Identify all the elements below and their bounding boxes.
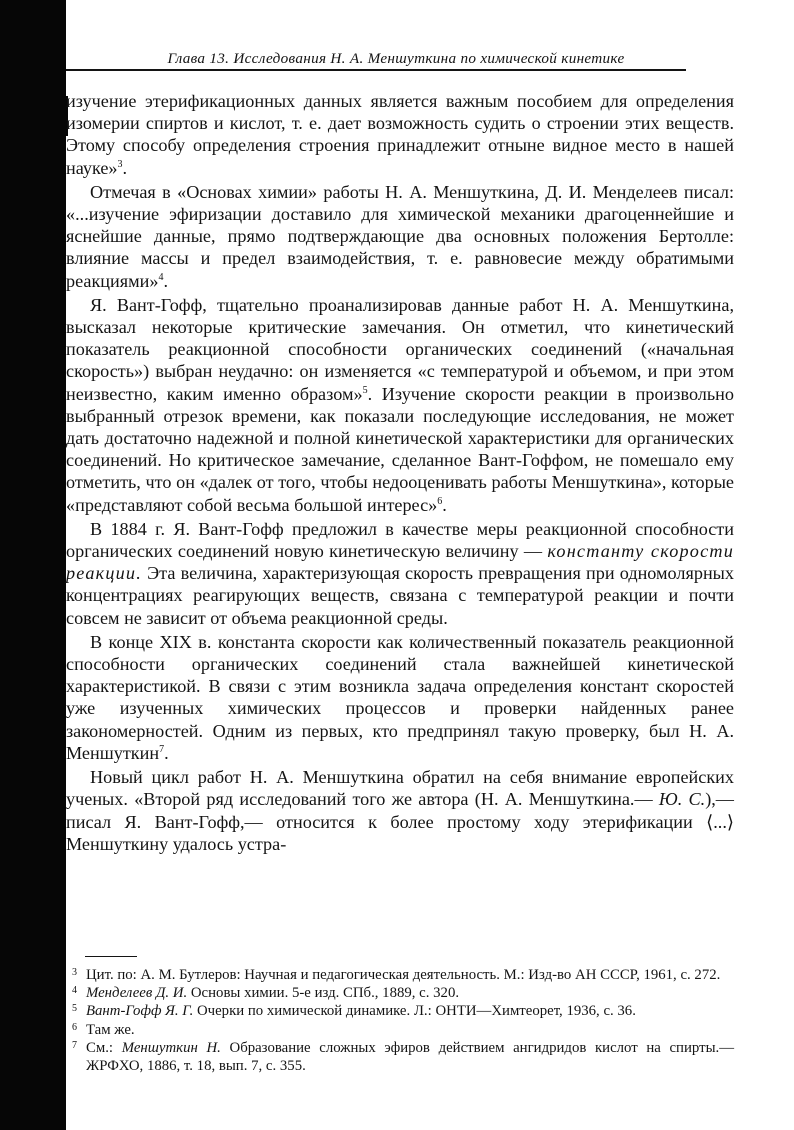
- paragraph-4: [66, 518, 734, 629]
- footnote-text: Там же.: [86, 1021, 135, 1038]
- paragraph-text: .: [164, 742, 169, 763]
- footnote-ref: 3: [117, 158, 123, 170]
- paragraph-text: ),— писал Я. Вант-Гофф,— относится к более простому ходу этерификации ⟨...⟩ Меншуткину удалось устра-: [66, 789, 734, 854]
- footnote-ref: 4: [158, 271, 164, 283]
- footnote-text: Цит. по: А. М. Бутлеров: Научная и педагогическая деятельность. М.: Изд-во АН СССР, 1961, с. 272.: [86, 967, 721, 983]
- footnote-4: [66, 984, 734, 1002]
- footnote-3: [66, 966, 734, 984]
- footnote-number: 3: [72, 967, 77, 978]
- footnote-ref: 6: [437, 495, 443, 507]
- paragraph-text: В 1884 г. Я. Вант-Гофф предложил в качестве меры реакционной способности органических соединений новую кинетическую величину —: [66, 518, 734, 562]
- footnote-rule: [85, 956, 137, 957]
- running-head: Глава 13. Исследования Н. А. Меншуткина по химической кинетике: [167, 50, 625, 67]
- footnote-author: Вант-Гофф Я. Г.: [86, 1003, 194, 1020]
- paragraph-text: Я. Вант-Гофф, тщательно проанализировав данные работ Н. А. Меншуткина, высказал некоторые критические замечания. Он отметил, что кинетический показатель реакционной способности органических соединений («начальная скорость») выбран неудачно: он изменяется «с температурой и объемом, и при этом неизвестно, каким именно образом»: [66, 294, 734, 404]
- paragraph-text: изучение этерификационных данных является важным пособием для определения изомерии спиртов и кислот, т. е. дает возможность судить о строении этих веществ. Этому способу определения строения принадлежит отныне видное место в нашей науке»: [66, 91, 734, 178]
- footnote-ref: 7: [159, 743, 165, 755]
- paragraph-text: В конце XIX в. константа скорости как количественный показатель реакционной способности органических соединений стала важнейшей кинетической характеристикой. В связи с этим возникла задача определения констант скоростей уже изученных химических процессов и проверки найденных ранее закономерностей. Одним из первых, кто предпринял такую проверку, был Н. А. Меншуткин: [66, 631, 734, 763]
- paragraph-5: [66, 631, 734, 764]
- footnote-number: 5: [72, 1003, 77, 1015]
- footnote-6: [66, 1021, 734, 1039]
- footnote-5: [66, 1002, 734, 1020]
- footnote-ref: 5: [362, 384, 368, 396]
- footnote-number: 4: [72, 985, 77, 997]
- editor-initials: Ю. С.: [658, 789, 706, 810]
- paragraph-3: [66, 294, 734, 516]
- paragraph-6: [66, 766, 734, 855]
- emphasis-term: константу скорости реакции.: [66, 541, 734, 584]
- paragraph-text: Новый цикл работ Н. А. Меншуткина обратил на себя внимание европейских ученых. «Второй ряд исследований того же автора (Н. А. Меншуткина.—: [66, 767, 734, 810]
- footnote-text: Образование сложных эфиров действием ангидридов кислот на спирты.— ЖРФХО, 1886, т. 18, вып. 7, с. 355.: [86, 1039, 735, 1075]
- footnote-number: 7: [72, 1039, 77, 1051]
- main-text: [66, 90, 734, 857]
- footnote-author: Менделеев Д. И.: [86, 985, 188, 1002]
- header-rule: [66, 69, 686, 71]
- footnote-text: Очерки по химической динамике. Л.: ОНТИ—Химтеорет, 1936, с. 36.: [193, 1003, 636, 1020]
- scan-border: [0, 0, 66, 1130]
- paragraph-text: Отмечая в «Основах химии» работы Н. А. Меншуткина, Д. И. Менделеев писал: «...изучение эфиризации доставило для химической механики драгоценнейшие и яснейшие данные, прямо подтверждающие два основных положения Бертолле: влияние массы и предел взаимодействия, т. е. равновесие между обратимыми реакциями»: [66, 181, 734, 291]
- paragraph-text: .: [442, 494, 447, 515]
- paragraph-text: . Изучение скорости реакции в произвольно выбранный отрезок времени, как показали последующие исследования, не может дать достаточно надежной и полной кинетической характеристики для органических соединений. Но критическое замечание, сделанное Вант-Гоффом, не помешало ему отметить, что он «далек от того, чтобы недооценивать работы Меншуткина», которые «представляют собой весьма большой интерес»: [66, 383, 735, 515]
- footnote-7: [66, 1039, 734, 1075]
- footnote-number: 6: [72, 1021, 77, 1033]
- paragraph-text: Эта величина, характеризующая скорость превращения при одномолярных концентрациях реагирующих веществ, связана с температурой реакции и почти совсем не зависит от объема реакционной среды.: [66, 563, 734, 628]
- footnote-author: Меншуткин Н.: [121, 1039, 221, 1056]
- paragraph-2: Отмечая в «Основах химии» работы Н. А. Меншуткина, Д. И. Менделеев писал: «...изучение эфиризации доставило для химической механики драгоценнейшие и яснейшие данные, прямо подтверждающие два основных положения Бертолле: влияние массы и предел взаимодействия, т. е. равновесие между обратимыми реакциями»$^4$.: [66, 181, 734, 291]
- footnote-prefix: См.:: [86, 1039, 122, 1056]
- paragraph-1: изучение этерификационных данных является важным пособием для определения изомерии спиртов и кислот, т. е. дает возможность судить о строении этих веществ. Этому способу определения строения принадлежит отныне видное место в нашей науке»$^3$.: [66, 91, 734, 178]
- footnotes: [66, 966, 734, 1075]
- footnote-text: Основы химии. 5-е изд. СПб., 1889, с. 320.: [187, 985, 460, 1002]
